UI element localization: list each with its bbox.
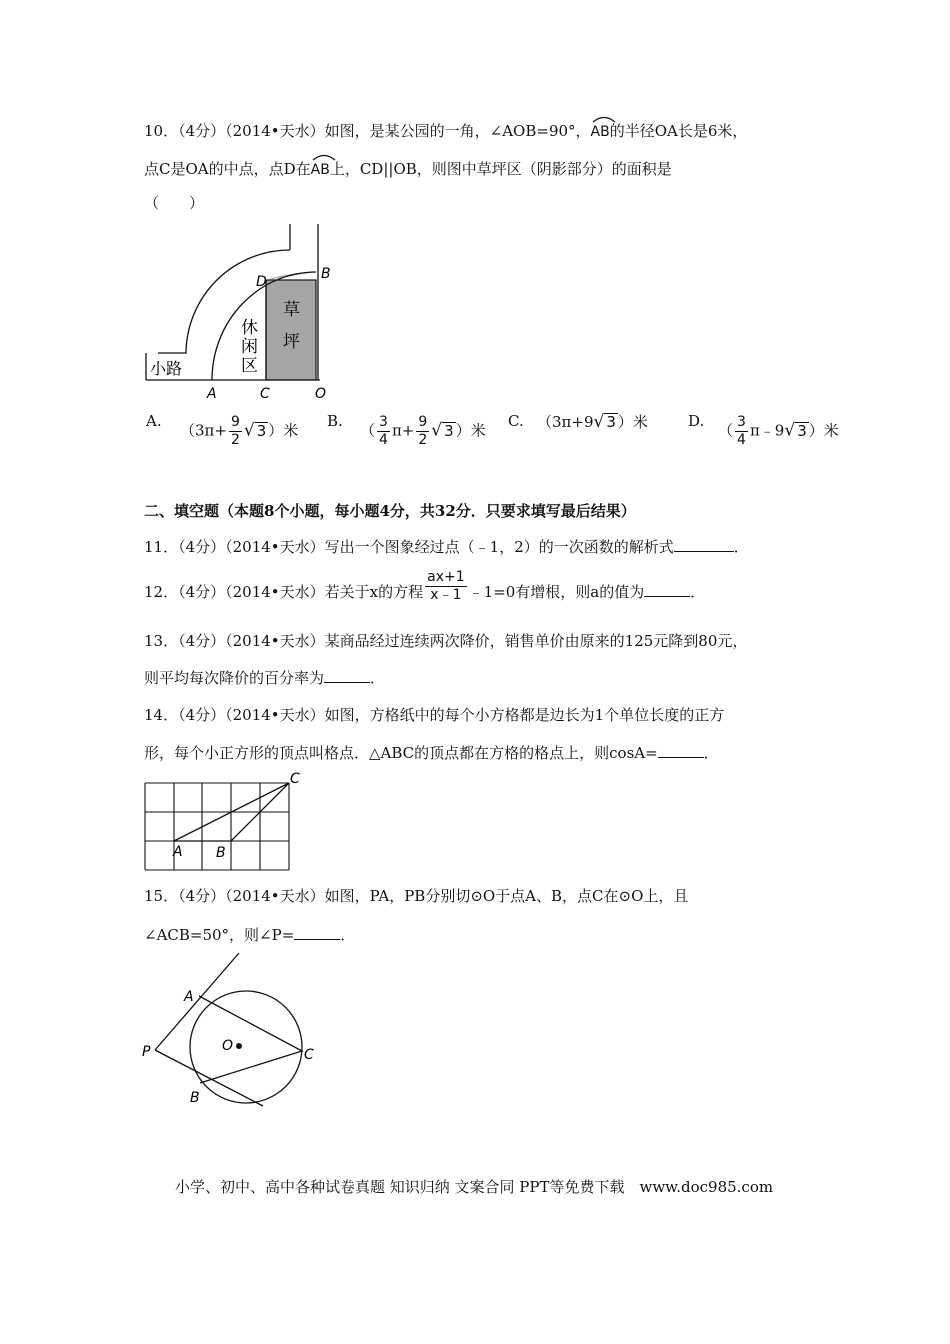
option-d: （ $\frac{3}{4}$ π﹣9√ 3 ）米 — [718, 414, 839, 448]
q11: 11．（4分）（2014•天水）写出一个图象经过点（﹣1，2）的一次函数的解析式 ． — [144, 538, 749, 556]
label-p: P — [142, 1044, 151, 1060]
tangent-pb — [155, 1050, 263, 1106]
q13-line1: 13．（4分）（2014•天水）某商品经过连续两次降价，销售单价由原来的125元降到80元， — [144, 632, 748, 650]
q13-answer-blank[interactable] — [324, 668, 370, 683]
label-o: O — [222, 1038, 234, 1054]
grass-char-1: 草 — [283, 300, 300, 320]
q14-line2: 形，每个小正方形的顶点叫格点．△ABC的顶点都在方格的格点上，则cosA= ． — [144, 744, 719, 762]
q10-line1: 10．（4分）（2014•天水）如图，是某公园的一角，∠AOB=90°， AB的半径OA长是6米， — [144, 118, 747, 142]
label-a: A — [173, 844, 183, 860]
label-b: B — [321, 266, 331, 282]
q11-answer-blank[interactable] — [674, 537, 734, 552]
q10-answer-bracket: （ ） — [144, 194, 205, 212]
rest-char-3: 区 — [241, 356, 258, 376]
q10-line2: 点C是OA的中点，点D在 AB上，CD||OB，则图中草坪区（阴影部分）的面积是 — [144, 156, 672, 180]
label-d: D — [256, 274, 267, 290]
label-b: B — [190, 1090, 200, 1106]
q15-answer-blank[interactable] — [294, 925, 340, 940]
q14-line1: 14．（4分）（2014•天水）如图，方格纸中的每个小方格都是边长为1个单位长度的正方 — [144, 706, 725, 724]
circle-o — [190, 991, 302, 1103]
option-d-letter: D. — [688, 412, 705, 430]
label-a: A — [207, 386, 217, 402]
q14-answer-blank[interactable] — [658, 743, 704, 758]
q12: 12．（4分）（2014•天水）若关于x的方程 $\frac{ax+1}{x﹣1}$ ﹣1=0有增根，则a的值为 ． — [144, 568, 706, 603]
center-dot — [236, 1043, 242, 1049]
road-label: 小路 — [150, 359, 183, 378]
arc-ab-label: AB — [591, 118, 610, 142]
label-c: C — [260, 386, 270, 402]
tangent-pa — [155, 953, 239, 1050]
label-a: A — [184, 989, 194, 1005]
page-footer: 小学、初中、高中各种试卷真题 知识归纳 文案合同 PPT等免费下载 www.doc985.com — [175, 1178, 774, 1196]
grass-char-2: 坪 — [283, 332, 300, 352]
label-b: B — [216, 845, 226, 861]
option-a: （3π+ $\frac{9}{2}$ √ 3 ）米 — [180, 414, 299, 448]
q10-park-figure — [140, 220, 340, 402]
q15-circle-figure — [138, 950, 328, 1112]
q12-answer-blank[interactable] — [644, 582, 690, 597]
arc-mark-icon — [591, 115, 617, 123]
arc-mark-icon — [311, 153, 337, 161]
q14-grid-figure — [140, 770, 310, 874]
option-a-letter: A. — [146, 412, 162, 430]
section-2-heading: 二、填空题（本题8个小题，每小题4分，共32分．只要求填写最后结果） — [144, 502, 636, 520]
arc-ab-label-2: AB — [311, 156, 330, 180]
label-o: O — [315, 386, 327, 402]
rest-char-2: 闲 — [241, 337, 258, 357]
label-c: C — [290, 771, 300, 787]
rest-char-1: 休 — [241, 318, 258, 338]
q15-line2: ∠ACB=50°，则∠P= ． — [144, 926, 356, 944]
label-c: C — [304, 1047, 314, 1063]
option-b: （ $\frac{3}{4}$ π+ $\frac{9}{2}$ √ 3 ）米 — [360, 414, 486, 448]
grass-area-shade — [266, 280, 316, 380]
option-b-letter: B. — [327, 412, 343, 430]
option-c-letter: C. — [508, 412, 524, 430]
option-c: （3π+9√ 3 ）米 — [537, 412, 648, 432]
q13-line2: 则平均每次降价的百分率为 ． — [144, 669, 386, 687]
q15-line1: 15．（4分）（2014•天水）如图，PA，PB分别切⊙O于点A、B，点C在⊙O上，且 — [144, 887, 689, 905]
